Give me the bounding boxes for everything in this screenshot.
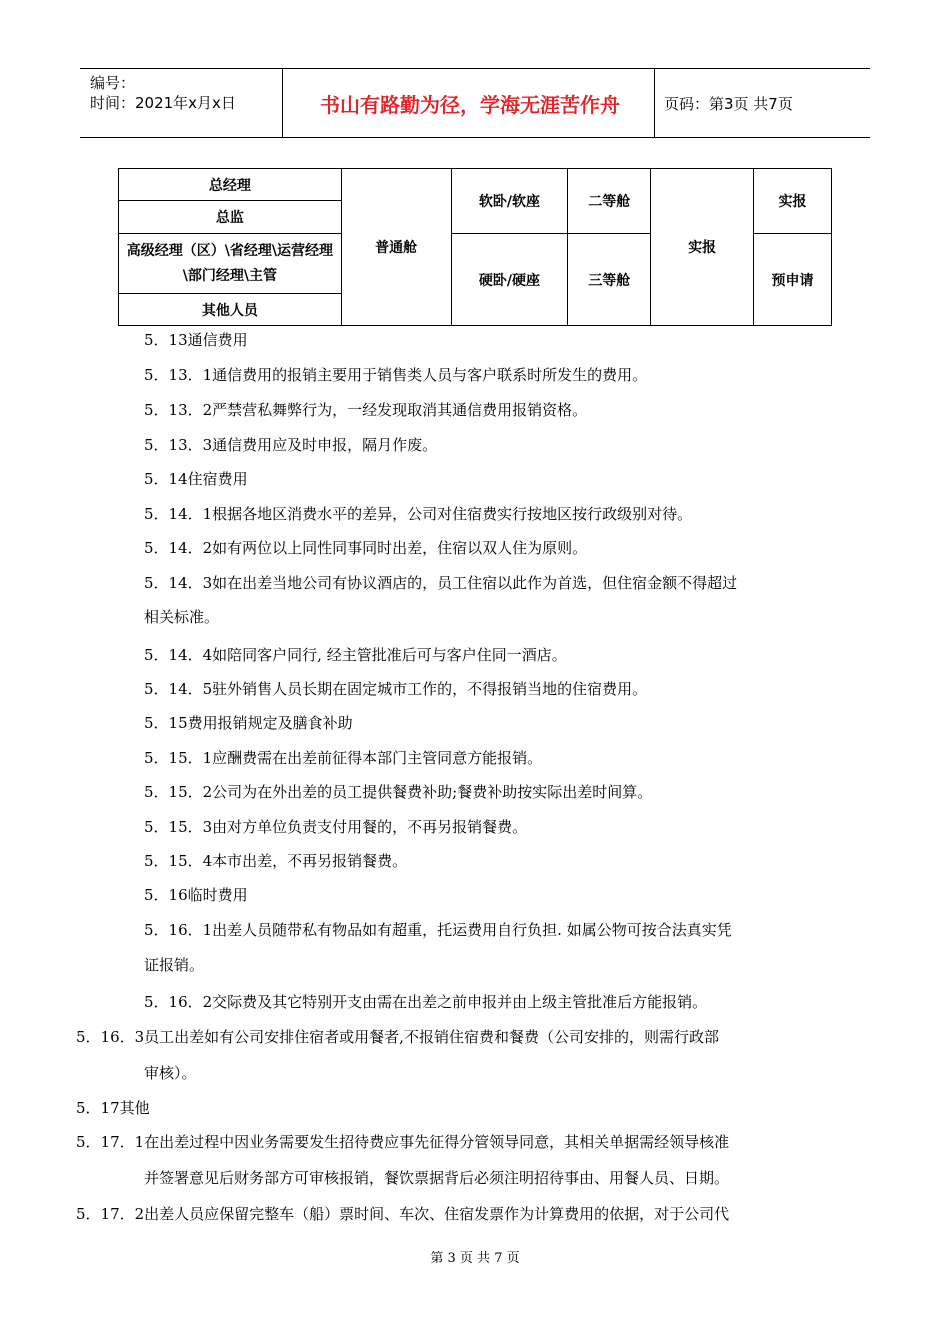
paragraph-line: 5．13．2严禁营私舞弊行为，一经发现取消其通信费用报销资格。 [144, 401, 588, 419]
travel-standard-table [118, 168, 832, 326]
paragraph-line: 并签署意见后财务部方可审核报销，餐饮票据背后必须注明招待事由、用餐人员、日期。 [144, 1169, 730, 1187]
paragraph-line: 5．17．1在出差过程中因业务需要发生招待费应事先征得分管领导同意，其相关单据需经领导核准 [76, 1133, 730, 1151]
train-class-cell: 软卧/软座 [451, 169, 568, 234]
paragraph-line: 5．15．2公司为在外出差的员工提供餐费补助;餐费补助按实际出差时间算。 [144, 783, 653, 801]
paragraph-line: 5．16．2交际费及其它特别开支由需在出差之前申报并由上级主管批准后方能报销。 [144, 993, 708, 1011]
document-date: 时间：2021年x月x日 [90, 94, 236, 112]
paragraph-line: 5．17其他 [76, 1099, 150, 1117]
paragraph-line: 5．16．1出差人员随带私有物品如有超重，托运费用自行负担. 如属公物可按合法真实凭 [144, 921, 732, 939]
page-footer: 第 3 页 共 7 页 [430, 1251, 520, 1266]
header-divider [654, 69, 655, 137]
paragraph-line: 5．13通信费用 [144, 331, 248, 349]
reimburse-method-cell: 实报 [651, 169, 754, 326]
paragraph-line: 证报销。 [144, 956, 205, 974]
role-cell: 高级经理（区）\省经理\运营经理\部门经理\主管 [119, 234, 342, 294]
document-number-label: 编号： [90, 74, 136, 92]
cabin-cell: 普通舱 [341, 169, 451, 326]
role-cell: 总经理 [119, 169, 342, 201]
paragraph-line: 5．14．2如有两位以上同性同事同时出差，住宿以双人住为原则。 [144, 539, 588, 557]
reimburse-method-cell: 实报 [754, 169, 832, 234]
train-class-cell: 硬卧/硬座 [451, 234, 568, 326]
paragraph-line: 5．15．3由对方单位负责支付用餐的，不再另报销餐费。 [144, 818, 528, 836]
paragraph-line: 5．14．4如陪同客户同行, 经主管批准后可与客户住同一酒店。 [144, 646, 567, 664]
ship-class-cell: 三等舱 [568, 234, 651, 326]
header-meta [90, 73, 236, 113]
paragraph-line: 5．15费用报销规定及膳食补助 [144, 714, 353, 732]
page-header [80, 68, 870, 138]
paragraph-line: 审核）。 [144, 1064, 197, 1082]
paragraph-line: 5．16．3员工出差如有公司安排住宿者或用餐者,不报销住宿费和餐费（公司安排的，则需行政部 [76, 1028, 719, 1046]
role-cell: 其他人员 [119, 294, 342, 326]
role-cell: 总监 [119, 201, 342, 234]
header-motto: 书山有路勤为径，学海无涯苦作舟 [320, 93, 620, 117]
paragraph-line: 5．13．1通信费用的报销主要用于销售类人员与客户联系时所发生的费用。 [144, 366, 648, 384]
header-divider [282, 69, 283, 137]
paragraph-line: 相关标准。 [144, 608, 220, 626]
header-page-info: 页码：第3页 共7页 [664, 95, 793, 113]
paragraph-line: 5．14住宿费用 [144, 470, 248, 488]
reimburse-method-cell: 预申请 [754, 234, 832, 326]
paragraph-line: 5．13．3通信费用应及时申报，隔月作废。 [144, 436, 438, 454]
paragraph-line: 5．14．3如在出差当地公司有协议酒店的，员工住宿以此作为首选，但住宿金额不得超过 [144, 574, 738, 592]
ship-class-cell: 二等舱 [568, 169, 651, 234]
paragraph-line: 5．15．4本市出差，不再另报销餐费。 [144, 852, 408, 870]
paragraph-line: 5．14．1根据各地区消费水平的差异，公司对住宿费实行按地区按行政级别对待。 [144, 505, 693, 523]
paragraph-line: 5．14．5驻外销售人员长期在固定城市工作的，不得报销当地的住宿费用。 [144, 680, 648, 698]
paragraph-line: 5．16临时费用 [144, 886, 248, 904]
paragraph-line: 5．17．2出差人员应保留完整车（船）票时间、车次、住宿发票作为计算费用的依据，对于公司代 [76, 1205, 730, 1223]
paragraph-line: 5．15．1应酬费需在出差前征得本部门主管同意方能报销。 [144, 749, 543, 767]
